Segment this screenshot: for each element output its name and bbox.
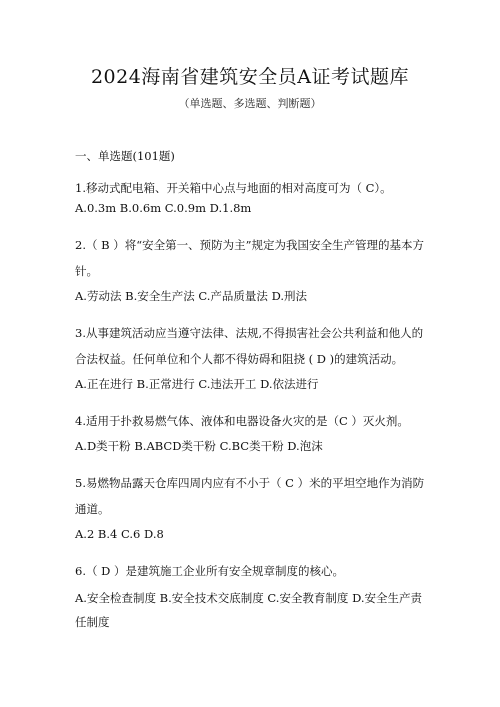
question-stem: 5.易燃物品露天仓库四周内应有不小于（ C ）米的平坦空地作为消防通道。 <box>75 476 425 516</box>
question-3 <box>75 320 430 394</box>
question-stem: 1.移动式配电箱、开关箱中心点与地面的相对高度可为（ C）。 <box>75 181 392 195</box>
question-options: A.0.3m B.0.6m C.0.9m D.1.8m <box>75 201 252 215</box>
question-options: A.2 B.4 C.6 D.8 <box>75 527 164 541</box>
section-heading: 一、单选题(101题) <box>75 149 175 163</box>
question-6 <box>75 558 430 634</box>
question-stem: 4.适用于扑救易燃气体、液体和电器设备火灾的是（C ）灭火剂。 <box>75 414 409 428</box>
question-options: A.正在进行 B.正常进行 C.违法开工 D.依法进行 <box>75 377 319 391</box>
question-4 <box>75 408 430 456</box>
question-2 <box>75 232 430 306</box>
question-stem: 3.从事建筑活动应当遵守法律、法规,不得损害社会公共利益和他人的合法权益。任何单位和个人都不得妨碍和阻挠 ( D )的建筑活动。 <box>75 326 424 366</box>
question-options: A.劳动法 B.安全生产法 C.产品质量法 D.刑法 <box>75 289 308 303</box>
question-5 <box>75 470 430 544</box>
question-options: A.D类干粉 B.ABCD类干粉 C.BC类干粉 D.泡沫 <box>75 439 323 453</box>
question-options: A.安全检查制度 B.安全技术交底制度 C.安全教育制度 D.安全生产责任制度 <box>75 591 423 629</box>
document-title: 2024海南省建筑安全员A证考试题库 <box>90 66 410 88</box>
document-subtitle: （单选题、多选题、判断题） <box>178 97 322 110</box>
question-stem: 2.（ B ）将“安全第一、预防为主”规定为我国安全生产管理的基本方针。 <box>75 238 424 278</box>
document-body <box>75 146 430 640</box>
question-1 <box>75 178 430 218</box>
question-stem: 6.（ D ）是建筑施工企业所有安全规章制度的核心。 <box>75 564 345 578</box>
